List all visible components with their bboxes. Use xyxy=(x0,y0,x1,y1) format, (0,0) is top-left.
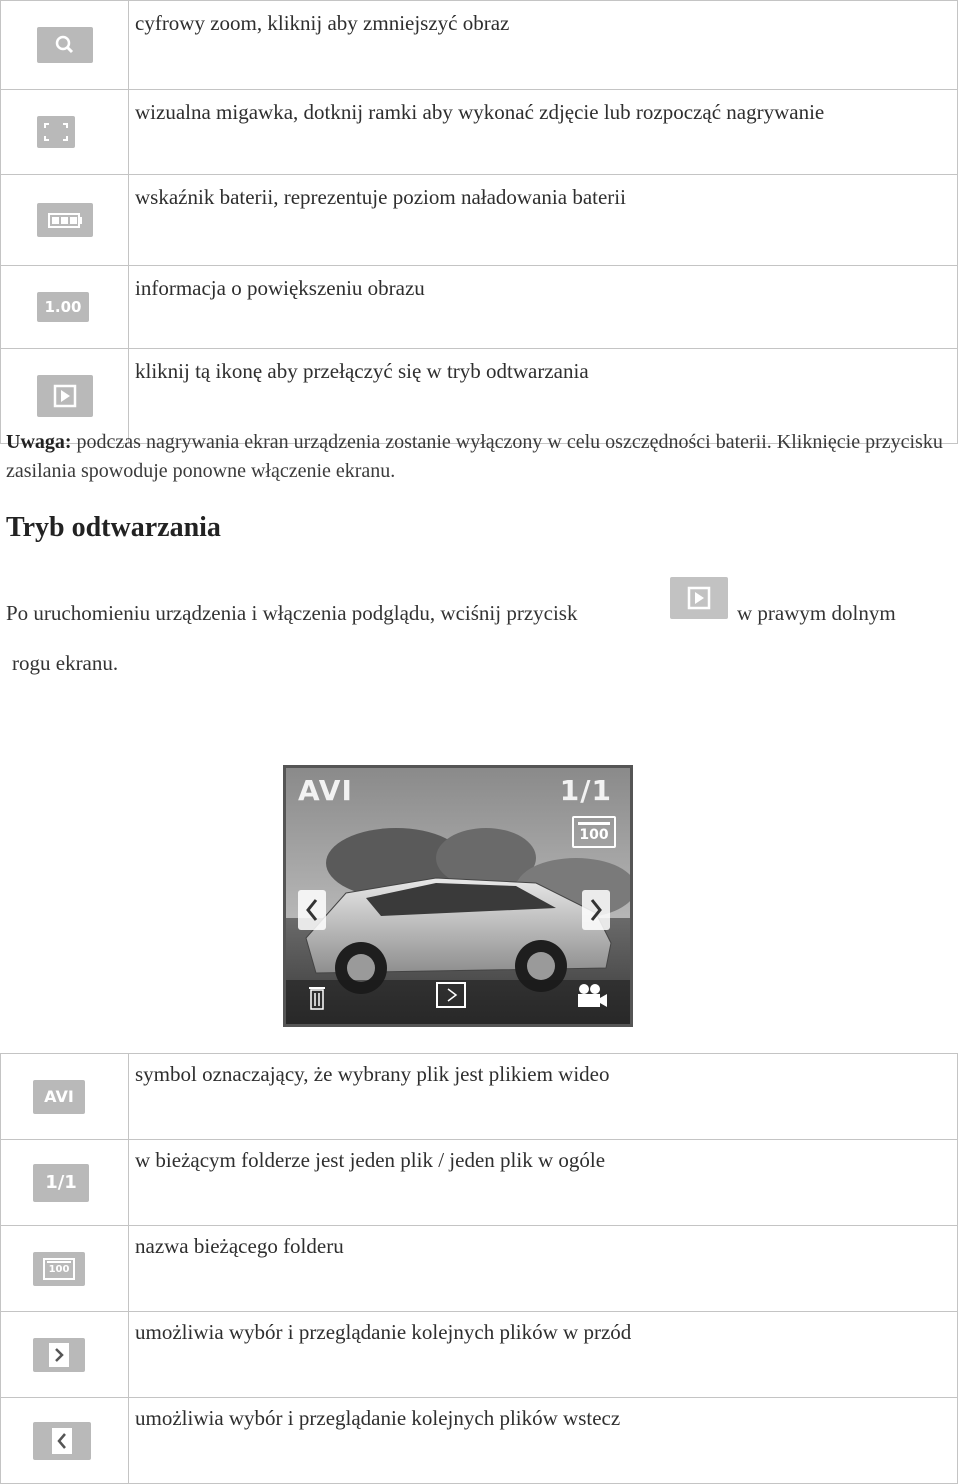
table-row xyxy=(1,1,958,90)
zoom-level-icon: 1.00 xyxy=(37,292,89,322)
row-description: wskaźnik baterii, reprezentuje poziom naładowania baterii xyxy=(129,175,958,266)
folder-icon xyxy=(33,1252,85,1286)
table-row xyxy=(1,266,958,349)
bottom-icon-table xyxy=(0,1053,958,1484)
section-title: Tryb odtwarzania xyxy=(6,512,221,543)
folder-icon-label: 100 xyxy=(48,1263,70,1275)
magnifier-icon xyxy=(37,27,93,63)
playback-screen-illustration xyxy=(283,765,633,1027)
next-file-button[interactable] xyxy=(582,890,610,930)
play-icon xyxy=(670,577,728,619)
row-description: nazwa bieżącego folderu xyxy=(129,1226,958,1312)
table-row xyxy=(1,1226,958,1312)
file-counter-icon: 1/1 xyxy=(33,1164,89,1202)
frame-corners-icon xyxy=(37,116,75,148)
play-button[interactable] xyxy=(436,982,466,1008)
table-row xyxy=(1,175,958,266)
file-type-label: AVI xyxy=(298,774,353,807)
table-row xyxy=(1,1140,958,1226)
table-row xyxy=(1,1312,958,1398)
row-description: wizualna migawka, dotknij ramki aby wykonać zdjęcie lub rozpocząć nagrywanie xyxy=(129,90,958,175)
top-icon-table xyxy=(0,0,958,444)
note-paragraph xyxy=(6,428,946,486)
battery-icon xyxy=(37,203,93,237)
row-description: kliknij tą ikonę aby przełączyć się w tryb odtwarzania xyxy=(129,349,958,444)
row-description: symbol oznaczający, że wybrany plik jest plikiem wideo xyxy=(129,1054,958,1140)
previous-file-button[interactable] xyxy=(298,890,326,930)
file-counter-label: 1/1 xyxy=(559,774,612,807)
note-label: Uwaga: xyxy=(6,431,72,453)
paragraph-part-3: rogu ekranu. xyxy=(12,651,119,675)
play-icon xyxy=(37,375,93,417)
chevron-left-icon xyxy=(298,890,326,930)
table-row xyxy=(1,1054,958,1140)
paragraph-part-1: Po uruchomieniu urządzenia i włączenia podglądu, wciśnij przycisk xyxy=(6,601,578,625)
movie-camera-icon xyxy=(574,982,610,1010)
row-description: umożliwia wybór i przeglądanie kolejnych plików wstecz xyxy=(129,1398,958,1484)
row-description: umożliwia wybór i przeglądanie kolejnych plików w przód xyxy=(129,1312,958,1398)
play-icon xyxy=(438,984,464,1006)
folder-icon xyxy=(572,816,616,848)
video-mode-button[interactable] xyxy=(574,982,610,1010)
row-description: w bieżącym folderze jest jeden plik / jeden plik w ogóle xyxy=(129,1140,958,1226)
chevron-left-icon xyxy=(33,1422,91,1460)
chevron-right-icon xyxy=(33,1338,85,1372)
chevron-right-icon xyxy=(582,890,610,930)
paragraph-part-2: w prawym dolnym xyxy=(737,601,896,625)
row-description: cyfrowy zoom, kliknij aby zmniejszyć obraz xyxy=(129,1,958,90)
table-row xyxy=(1,1398,958,1484)
trash-icon xyxy=(306,984,328,1012)
table-row xyxy=(1,90,958,175)
note-text: podczas nagrywania ekran urządzenia zostanie wyłączony w celu oszczędności baterii. Kliknięcie przycisku zasilania spowoduje ponowne włączenie ekranu. xyxy=(6,431,943,482)
delete-button[interactable] xyxy=(306,984,328,1012)
folder-label: 100 xyxy=(579,827,609,843)
row-description: informacja o powiększeniu obrazu xyxy=(129,266,958,349)
avi-icon: AVI xyxy=(33,1080,85,1114)
